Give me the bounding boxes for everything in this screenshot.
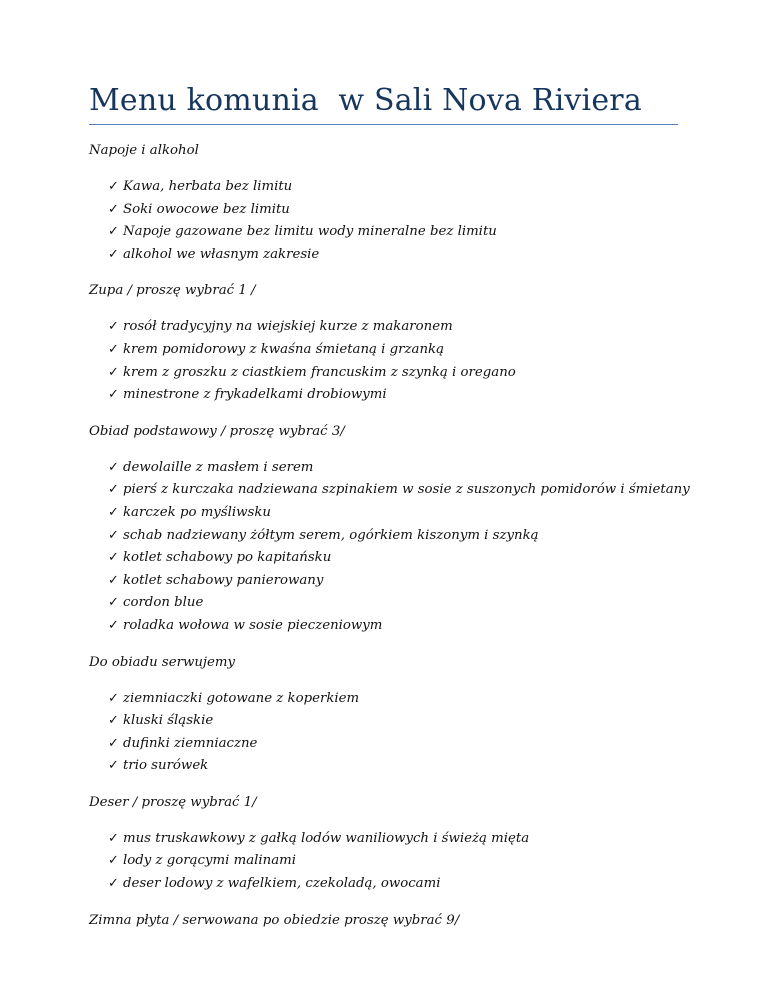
menu-item (89, 755, 709, 778)
check-mark-icon: ✓ (108, 876, 119, 892)
menu-item (89, 244, 709, 267)
menu-item-text: dewolaille z masłem i serem (123, 459, 314, 475)
menu-item-text: kotlet schabowy panierowany (123, 572, 324, 588)
menu-item (89, 502, 709, 525)
menu-item (89, 221, 709, 244)
check-mark-icon: ✓ (108, 853, 119, 869)
menu-item (89, 850, 709, 873)
menu-item (89, 176, 709, 199)
menu-content (89, 140, 709, 946)
check-mark-icon: ✓ (108, 713, 119, 729)
menu-item-text: alkohol we własnym zakresie (123, 246, 320, 262)
menu-item-text: Soki owocowe bez limitu (123, 201, 290, 217)
check-mark-icon: ✓ (108, 595, 119, 611)
menu-item-list (89, 316, 709, 406)
menu-item-text: ziemniaczki gotowane z koperkiem (123, 690, 360, 706)
check-mark-icon: ✓ (108, 459, 119, 475)
menu-item-text: rosół tradycyjny na wiejskiej kurze z makaronem (123, 319, 453, 335)
section-heading: Napoje i alkohol (89, 143, 199, 158)
check-mark-icon: ✓ (108, 179, 119, 194)
menu-item-text: mus truskawkowy z gałką lodów waniliowych i świeżą mięta (123, 830, 530, 846)
check-mark-icon: ✓ (108, 617, 119, 633)
check-mark-icon: ✓ (108, 527, 119, 543)
check-mark-icon: ✓ (108, 504, 119, 520)
menu-item (89, 457, 709, 480)
menu-item (89, 828, 709, 851)
check-mark-icon: ✓ (108, 341, 119, 357)
menu-item-text: roladka wołowa w sosie pieczeniowym (123, 617, 383, 633)
check-mark-icon: ✓ (108, 572, 119, 588)
check-mark-icon: ✓ (108, 364, 119, 380)
menu-item-list (89, 457, 709, 638)
menu-item (89, 547, 709, 570)
check-mark-icon: ✓ (108, 550, 119, 566)
menu-item (89, 873, 709, 896)
menu-item-text: dufinki ziemniaczne (123, 735, 258, 751)
menu-item-text: kotlet schabowy po kapitańsku (123, 550, 332, 566)
menu-item-text: schab nadziewany żółtym serem, ogórkiem kiszonym i szynką (123, 527, 539, 543)
section-heading: Obiad podstawowy / proszę wybrać 3/ (89, 423, 345, 439)
menu-item (89, 733, 709, 756)
document-title: Menu komunia w Sali Nova Riviera (89, 83, 642, 118)
menu-item (89, 688, 709, 711)
menu-item (89, 339, 709, 362)
menu-item-text: krem z groszku z ciastkiem francuskim z szynką i oregano (123, 364, 516, 380)
menu-item-list (89, 688, 709, 778)
section-heading: Zimna płyta / serwowana po obiedzie proszę wybrać 9/ (89, 912, 460, 928)
menu-item (89, 592, 709, 615)
menu-item-text: Napoje gazowane bez limitu wody mineralne bez limitu (123, 224, 497, 240)
check-mark-icon: ✓ (108, 758, 119, 774)
section-heading: Do obiadu serwujemy (89, 654, 235, 670)
check-mark-icon: ✓ (108, 201, 119, 217)
menu-item-text: pierś z kurczaka nadziewana szpinakiem w sosie z suszonych pomidorów i śmietany (123, 482, 690, 498)
menu-item-text: karczek po myśliwsku (123, 504, 271, 520)
check-mark-icon: ✓ (108, 482, 119, 498)
section-heading: Deser / proszę wybrać 1/ (89, 794, 257, 810)
menu-item-text: kluski śląskie (123, 713, 214, 729)
check-mark-icon: ✓ (108, 690, 119, 706)
title-underline (89, 124, 678, 125)
menu-item (89, 525, 709, 548)
menu-item-text: cordon blue (123, 595, 204, 611)
menu-item (89, 362, 709, 385)
menu-item-list (89, 828, 709, 896)
menu-item-text: krem pomidorowy z kwaśna śmietaną i grzanką (123, 341, 445, 357)
check-mark-icon: ✓ (108, 387, 119, 403)
menu-item (89, 710, 709, 733)
check-mark-icon: ✓ (108, 224, 119, 240)
menu-item (89, 316, 709, 339)
check-mark-icon: ✓ (108, 319, 119, 335)
menu-item (89, 384, 709, 407)
menu-item-text: Kawa, herbata bez limitu (123, 179, 293, 194)
check-mark-icon: ✓ (108, 830, 119, 846)
menu-item-text: lody z gorącymi malinami (123, 853, 296, 869)
check-mark-icon: ✓ (108, 246, 119, 262)
menu-item-text: minestrone z frykadelkami drobiowymi (123, 387, 387, 403)
menu-item (89, 199, 709, 222)
menu-item (89, 570, 709, 593)
check-mark-icon: ✓ (108, 735, 119, 751)
section-heading: Zupa / proszę wybrać 1 / (89, 283, 256, 299)
menu-item (89, 479, 709, 502)
menu-item-text: trio surówek (123, 758, 209, 774)
menu-item-text: deser lodowy z wafelkiem, czekoladą, owocami (123, 876, 441, 892)
menu-item (89, 615, 709, 638)
menu-item-list (89, 176, 709, 266)
